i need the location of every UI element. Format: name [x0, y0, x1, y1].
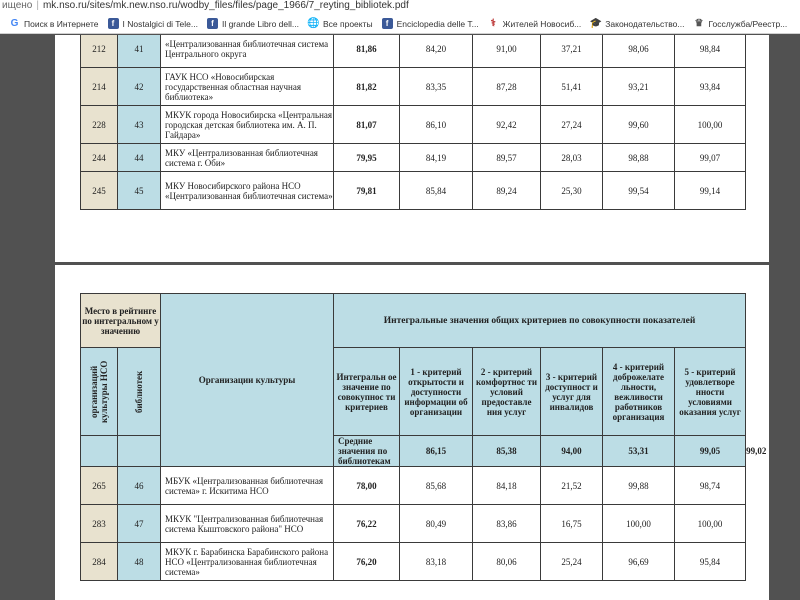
- col-c1-header-text: 1 - критерий открытости и доступности информации об организации: [404, 366, 468, 417]
- criterion-1-cell: 83,18: [400, 543, 473, 581]
- address-separator: |: [36, 0, 39, 11]
- col-c3-header: [541, 348, 603, 436]
- place-header: [81, 294, 161, 348]
- col-c1-header: [400, 348, 473, 436]
- facebook-icon: f: [382, 18, 393, 29]
- averages-label: Средние значения по библиотекам: [334, 436, 400, 467]
- rank-cell: 212: [81, 35, 118, 68]
- bookmark-item[interactable]: [108, 18, 198, 29]
- avg-rank-cell: [81, 436, 118, 467]
- criterion-4-cell: 98,88: [603, 144, 675, 172]
- hat-icon: 🎓: [589, 18, 603, 29]
- lib-rank-cell: 45: [118, 172, 161, 210]
- col-integral-header: [334, 348, 400, 436]
- bookmark-label: Поиск в Интернете: [24, 18, 99, 29]
- criterion-5-cell: 100,00: [675, 106, 746, 144]
- bookmark-label: Жителей Новосиб...: [502, 18, 582, 29]
- eagle-icon: ♛: [694, 18, 704, 29]
- lib-rank-cell: 46: [118, 467, 161, 505]
- bookmark-label: Законодательство...: [605, 18, 685, 29]
- org-name-cell: МБУК «Централизованная библиотечная система» г. Искитима НСО: [161, 467, 334, 505]
- org-name-cell: МКУК города Новосибирска «Центральная городская детская библиотека им. А. П. Гайдара»: [161, 106, 334, 144]
- col-c5-header: [675, 348, 746, 436]
- bookmark-item[interactable]: [693, 18, 787, 29]
- criterion-4-cell: 96,69: [603, 543, 675, 581]
- criterion-2-cell: 83,86: [473, 505, 541, 543]
- facebook-icon: f: [108, 18, 119, 29]
- avg-c1: 85,38: [473, 436, 541, 467]
- table-row: [81, 35, 746, 68]
- bookmark-label: Enciclopedia delle T...: [396, 18, 479, 29]
- criterion-3-cell: 25,30: [541, 172, 603, 210]
- avg-integral: 86,15: [400, 436, 473, 467]
- lib-rank-cell: 48: [118, 543, 161, 581]
- criterion-3-cell: 25,24: [541, 543, 603, 581]
- criterion-2-cell: 87,28: [473, 68, 541, 106]
- avg-c4: 99,05: [675, 436, 746, 467]
- col-c3-header-text: 3 - критерий доступност и услуг для инвалидов: [545, 371, 598, 412]
- org-column-header: [161, 294, 334, 467]
- criterion-3-cell: 21,52: [541, 467, 603, 505]
- criterion-1-cell: 85,84: [400, 172, 473, 210]
- rank-cell: 245: [81, 172, 118, 210]
- rank-cell: 265: [81, 467, 118, 505]
- place-header-text: Место в рейтинге по интегральном у значению: [82, 305, 159, 336]
- org-name-cell: МКУК г. Барабинска Барабинского района НСО «Централизованная библиотечная система»: [161, 543, 334, 581]
- integral-cell: 76,20: [334, 543, 400, 581]
- rank-cell: 244: [81, 144, 118, 172]
- lib-rank-cell: 43: [118, 106, 161, 144]
- criterion-3-cell: 16,75: [541, 505, 603, 543]
- criterion-1-cell: 84,19: [400, 144, 473, 172]
- integral-cell: 81,07: [334, 106, 400, 144]
- integral-cell: 81,86: [334, 35, 400, 68]
- table-row: [81, 467, 746, 505]
- place-nso-header-text: организаций культуры НСО: [89, 360, 109, 423]
- table-row: [81, 543, 746, 581]
- avg-lib-cell: [118, 436, 161, 467]
- criterion-5-cell: 98,84: [675, 35, 746, 68]
- criterion-4-cell: 98,06: [603, 35, 675, 68]
- criterion-1-cell: 85,68: [400, 467, 473, 505]
- criteria-group-header-text: Интегральные значения общих критериев по совокупности показателей: [383, 315, 696, 326]
- criterion-2-cell: 89,57: [473, 144, 541, 172]
- pdf-page-2: [55, 265, 769, 600]
- avg-c3: 53,31: [603, 436, 675, 467]
- rank-cell: 214: [81, 68, 118, 106]
- address-bar[interactable]: [0, 0, 800, 14]
- criterion-4-cell: 99,88: [603, 467, 675, 505]
- col-integral-header-text: Интегральн ое значение по совокупнос ти критериев: [336, 371, 397, 412]
- bookmark-label: Все проекты: [322, 18, 373, 29]
- criterion-3-cell: 28,03: [541, 144, 603, 172]
- bookmark-item[interactable]: [590, 18, 684, 29]
- integral-cell: 79,95: [334, 144, 400, 172]
- bookmark-item[interactable]: [488, 18, 582, 29]
- place-nso-header: [81, 348, 118, 436]
- criterion-1-cell: 84,20: [400, 35, 473, 68]
- rating-table-page-1: [80, 35, 746, 210]
- criterion-4-cell: 99,60: [603, 106, 675, 144]
- place-lib-header-text: библиотек: [134, 370, 144, 413]
- criterion-4-cell: 93,21: [603, 68, 675, 106]
- criterion-1-cell: 83,35: [400, 68, 473, 106]
- table-row: [81, 68, 746, 106]
- lib-rank-cell: 42: [118, 68, 161, 106]
- criterion-5-cell: 99,14: [675, 172, 746, 210]
- criterion-5-cell: 93,84: [675, 68, 746, 106]
- pdf-page-1: [55, 35, 769, 262]
- col-c2-header: [473, 348, 541, 436]
- integral-cell: 78,00: [334, 467, 400, 505]
- bookmark-item[interactable]: [9, 18, 99, 29]
- col-c5-header-text: 5 - критерий удовлетворе нности условиями оказания услуг: [679, 366, 741, 417]
- org-column-header-text: Организации культуры: [198, 375, 296, 385]
- facebook-icon: f: [207, 18, 218, 29]
- globe-icon: 🌐: [307, 18, 320, 29]
- lib-rank-cell: 47: [118, 505, 161, 543]
- bookmark-item[interactable]: [207, 18, 299, 29]
- criterion-5-cell: 95,84: [675, 543, 746, 581]
- lib-rank-cell: 44: [118, 144, 161, 172]
- rating-table-page-2: Место в рейтинге по интегральном у значению Организации культуры Интегральные значения общих критериев по совокупности показателей организаций культуры НСО библиотек Интегральн ое значение по совокупнос ти критериев 1 - критерий открытости и доступности информации об организации 2 - критерий комфортнос ти условий предоставле ния услуг 3 - критерий доступност и услуг для инвалидов 4 - критерий доброжелате льности, вежливости работников организация 5 - критерий удовлетворе нности условиями оказания услуг Средние значения по библиотекам 86,15 85,38 94,00 53,31 99,05 99,02 265 46 МБУК «Централизованная библиотечная система» г. Искитима НСО 78,00 85,68 84,18 21,52 99,88 98,74 283 47 МКУК "Централизованная библиотечная система Кыштовского района" НСО 76,22 80,49 83,86 16,75 100,00 100,00 284 48 МКУК г. Барабинска Барабинского района НСО «Централизованная библиотечная система» 76,20 83,18 80,06 25,24 96,69 95,84: [80, 293, 746, 581]
- integral-cell: 79,81: [334, 172, 400, 210]
- criterion-5-cell: 99,07: [675, 144, 746, 172]
- bookmark-item[interactable]: [382, 18, 479, 29]
- criteria-group-header: [334, 294, 746, 348]
- org-name-cell: МКУК "Централизованная библиотечная система Кыштовского района" НСО: [161, 505, 334, 543]
- criterion-3-cell: 27,24: [541, 106, 603, 144]
- criterion-2-cell: 91,00: [473, 35, 541, 68]
- table-row: [81, 172, 746, 210]
- col-c2-header-text: 2 - критерий комфортнос ти условий предоставле ния услуг: [475, 366, 538, 417]
- criterion-2-cell: 84,18: [473, 467, 541, 505]
- org-name-cell: «Централизованная библиотечная система Центрального округа: [161, 35, 334, 68]
- google-icon: G: [10, 18, 19, 29]
- criterion-2-cell: 89,24: [473, 172, 541, 210]
- criterion-5-cell: 98,74: [675, 467, 746, 505]
- bookmark-label: Il grande Libro dell...: [221, 18, 299, 29]
- url-text[interactable]: mk.nso.ru/sites/mk.new.nso.ru/wodby_files/files/page_1966/7_reyting_bibliotek.pdf: [42, 0, 409, 11]
- pdf-viewer[interactable]: [0, 35, 800, 600]
- rank-cell: 228: [81, 106, 118, 144]
- criterion-4-cell: 99,54: [603, 172, 675, 210]
- integral-cell: 81,82: [334, 68, 400, 106]
- criterion-3-cell: 51,41: [541, 68, 603, 106]
- security-label[interactable]: ищено: [2, 0, 33, 11]
- bookmark-label: Госслужба/Реестр...: [708, 18, 788, 29]
- place-lib-header: [118, 348, 161, 436]
- avg-c2: 94,00: [541, 436, 603, 467]
- criterion-5-cell: 100,00: [675, 505, 746, 543]
- criterion-1-cell: 86,10: [400, 106, 473, 144]
- org-name-cell: МКУ «Централизованная библиотечная система г. Оби»: [161, 144, 334, 172]
- criterion-2-cell: 80,06: [473, 543, 541, 581]
- criterion-1-cell: 80,49: [400, 505, 473, 543]
- criterion-2-cell: 92,42: [473, 106, 541, 144]
- table-row: [81, 106, 746, 144]
- col-c4-header: [603, 348, 675, 436]
- bookmarks-bar: [0, 14, 800, 34]
- lib-rank-cell: 41: [118, 35, 161, 68]
- criterion-3-cell: 37,21: [541, 35, 603, 68]
- rank-cell: 284: [81, 543, 118, 581]
- col-c4-header-text: 4 - критерий доброжелате льности, вежливости работников организация: [612, 361, 665, 422]
- criterion-4-cell: 100,00: [603, 505, 675, 543]
- table-row: [81, 505, 746, 543]
- bookmark-label: I Nostalgici di Tele...: [122, 18, 198, 29]
- crest-icon: ⚕: [490, 18, 496, 29]
- org-name-cell: МКУ Новосибирского района НСО «Централизованная библиотечная система»: [161, 172, 334, 210]
- table-row: [81, 144, 746, 172]
- bookmark-item[interactable]: [308, 18, 373, 29]
- rank-cell: 283: [81, 505, 118, 543]
- integral-cell: 76,22: [334, 505, 400, 543]
- org-name-cell: ГАУК НСО «Новосибирская государственная областная научная библиотека»: [161, 68, 334, 106]
